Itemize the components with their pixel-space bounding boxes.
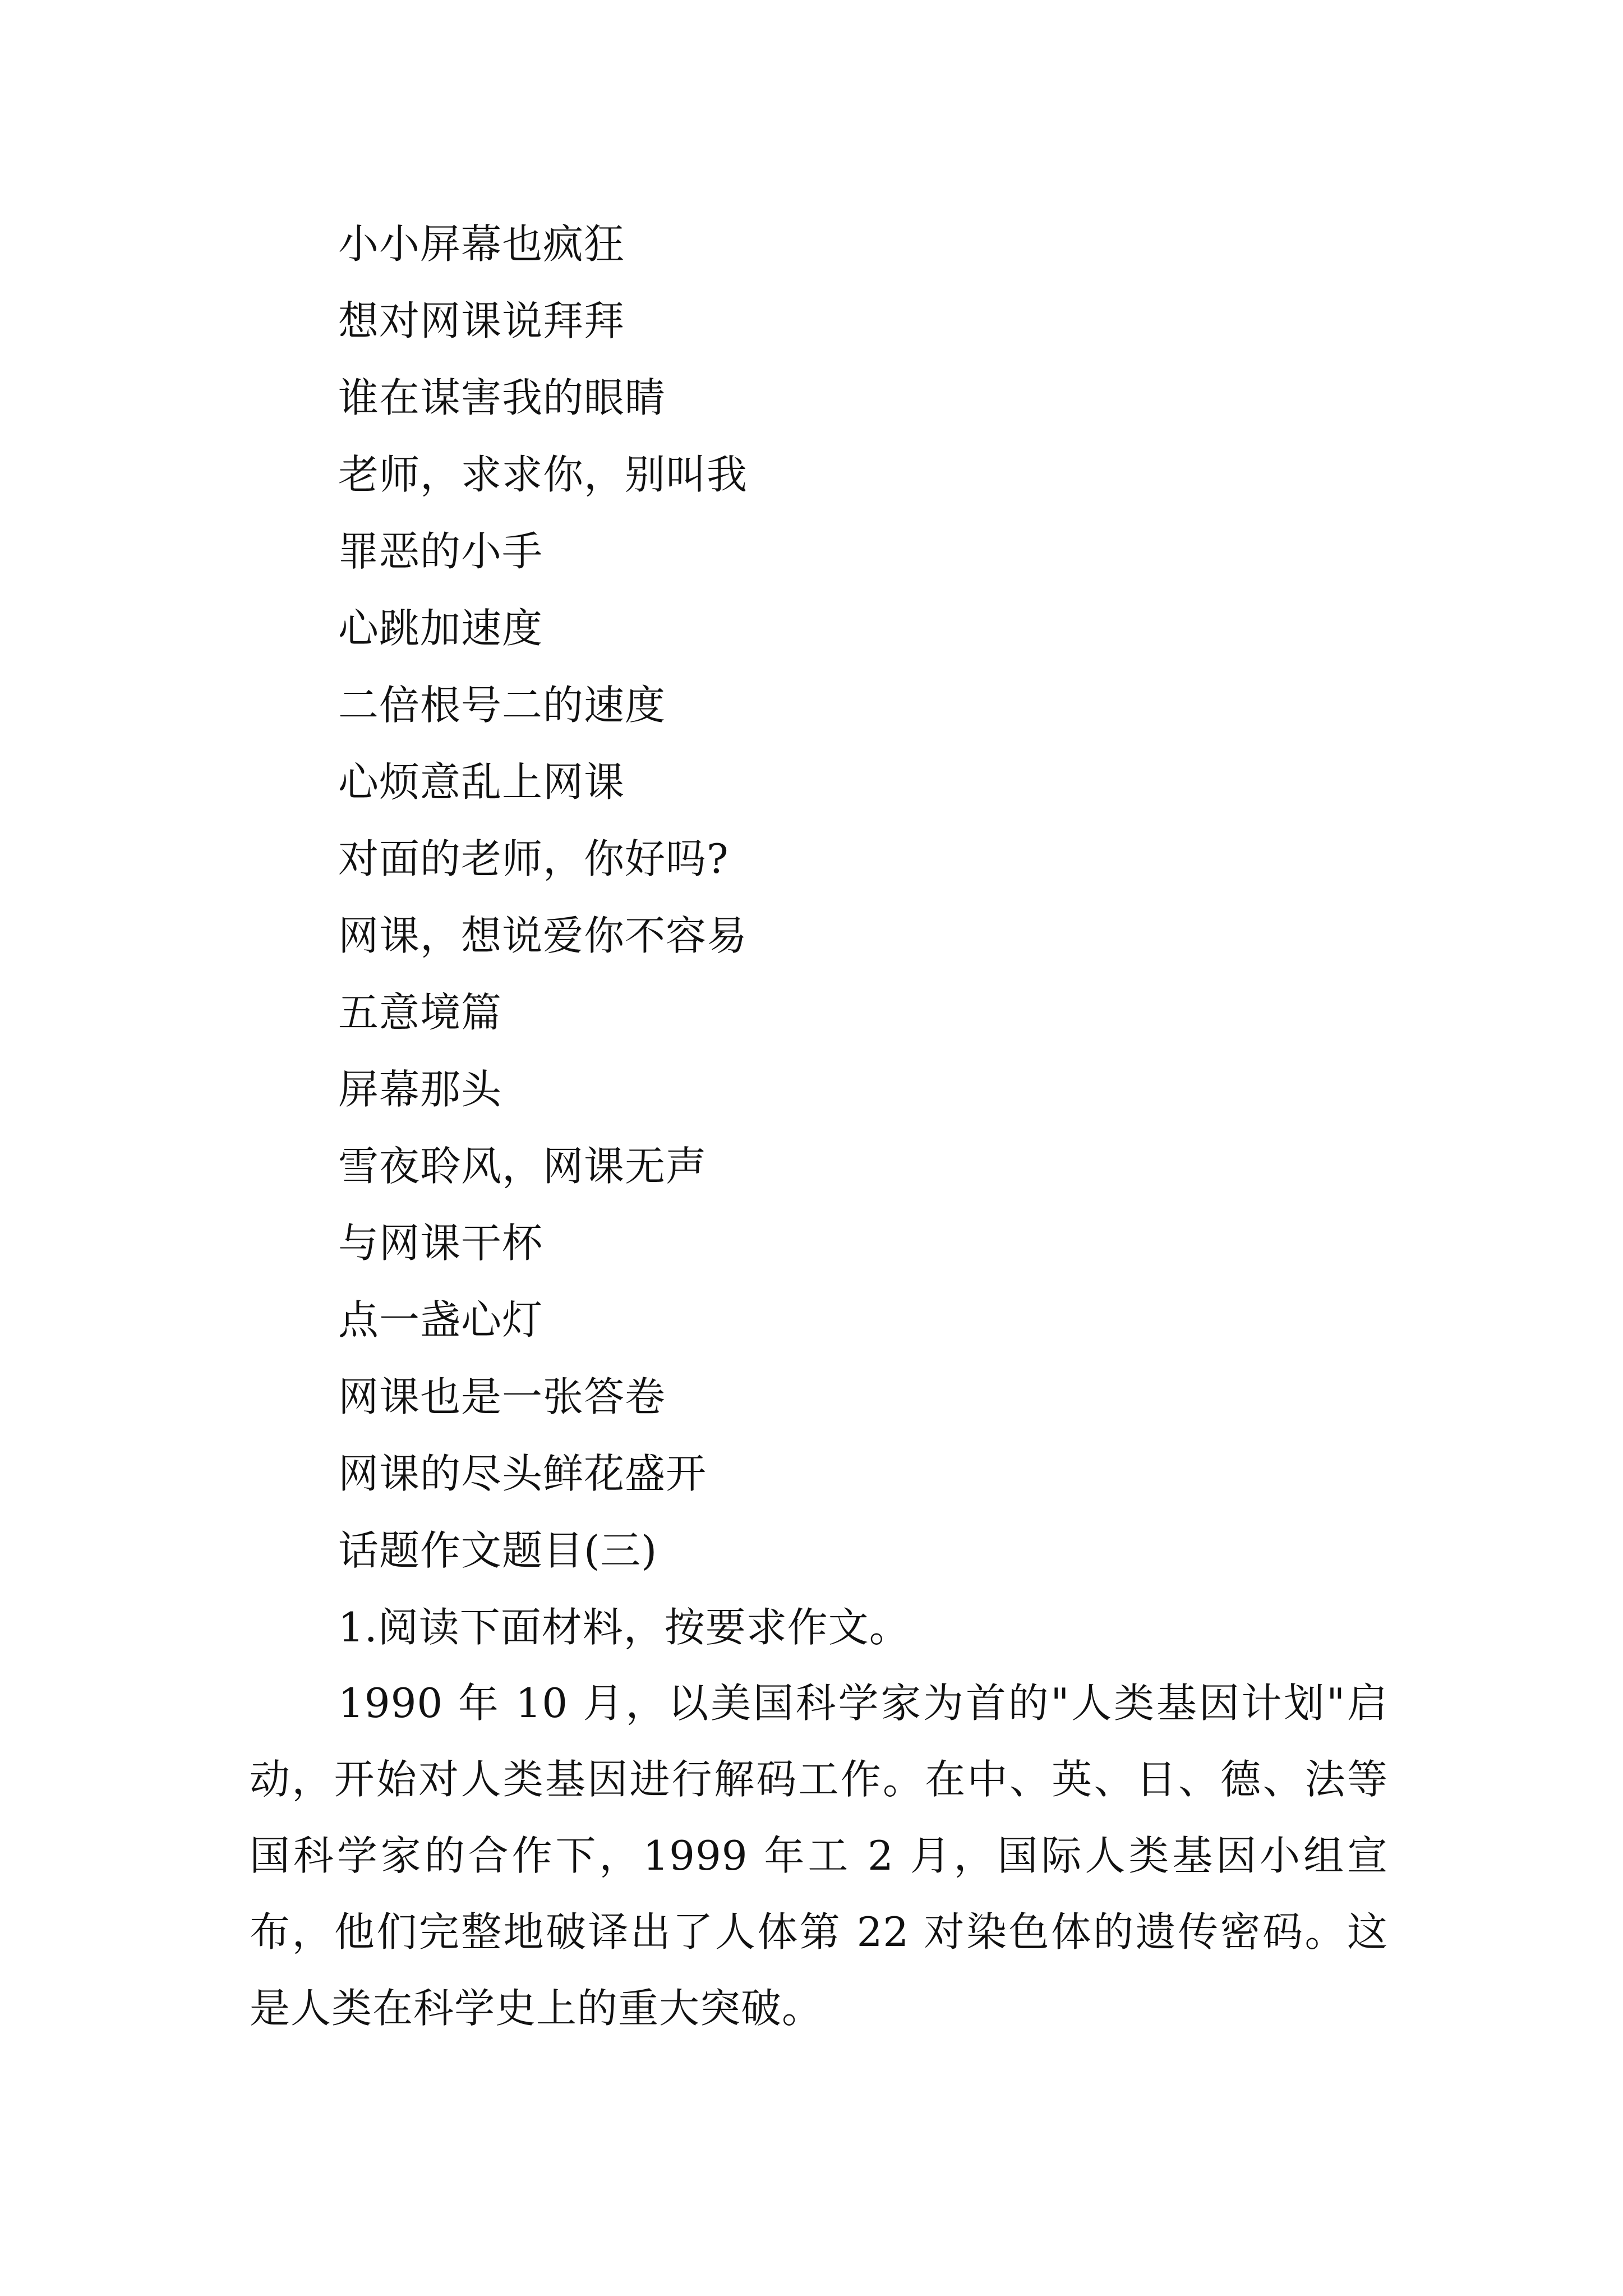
text-line: 对面的老师，你好吗?	[338, 835, 729, 882]
text-line: 想对网课说拜拜	[338, 297, 625, 344]
text-line: 网课也是一张答卷	[338, 1373, 666, 1420]
text-line: 与网课干杯	[338, 1220, 543, 1267]
text-line: 网课的尽头鲜花盛开	[338, 1450, 707, 1497]
text-line: 罪恶的小手	[338, 528, 543, 575]
text-line: 二倍根号二的速度	[338, 682, 666, 729]
section-heading: 五意境篇	[338, 989, 502, 1036]
text-line: 老师，求求你，别叫我	[338, 451, 748, 498]
section-heading: 话题作文题目(三)	[338, 1527, 658, 1574]
text-line: 雪夜聆风，网课无声	[338, 1143, 707, 1190]
text-line: 网课，想说爱你不容易	[338, 912, 748, 959]
text-line: 小小屏幕也疯狂	[338, 220, 625, 268]
text-line: 心烦意乱上网课	[338, 758, 625, 806]
text-line: 谁在谋害我的眼睛	[338, 374, 666, 421]
text-line: 点一盏心灯	[338, 1296, 543, 1343]
material-paragraph: 1990 年 10 月，以美国科学家为首的"人类基因计划"启动，开始对人类基因进行解码工作。在中、英、日、德、法等国科学家的合作下，1999 年工 2 月，国际人类基因小组宣布，他们完整地破译出了人体第 22 对染色体的遗传密码。这是人类在科学史上的重大突破。	[250, 1680, 1388, 2032]
text-line: 心跳加速度	[338, 605, 543, 652]
instruction-line: 1.阅读下面材料，按要求作文。	[338, 1604, 910, 1651]
text-line: 屏幕那头	[338, 1066, 502, 1113]
